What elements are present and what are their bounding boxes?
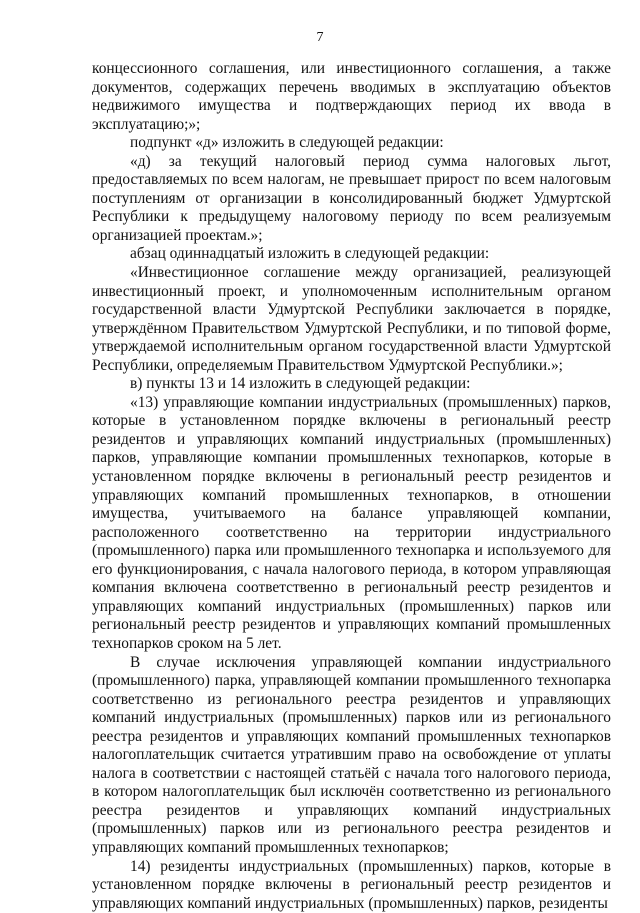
document-body bbox=[92, 60, 611, 913]
paragraph-subpoint-d-instruction: подпункт «д» изложить в следующей редакции: bbox=[130, 134, 444, 152]
paragraph-exclusion: В случае исключения управляющей компании индустриального (промышленного) парка, управляющей компании промышленного технопарка соответственно из регионального реестра резидентов и управляющих компаний индустриальных (промышленных) парков или из регионального реестра резидентов и управляющих компаний промышленных технопарков налогоплательщик считается утратившим право на освобождение от уплаты налога в соответствии с настоящей статьёй с начала того налогового периода, в котором налогоплательщик был исключён соответственно из регионального реестра резидентов и управляющих компаний индустриальных (промышленных) парков или из регионального реестра резидентов и управляющих компаний промышленных технопарков; bbox=[92, 653, 611, 856]
paragraph-subpoint-d-text: «д) за текущий налоговый период сумма налоговых льгот, предоставляемых по всем налогам, не превышает прирост по всем налоговым поступлениям от организации в консолидированный бюджет Удмуртской Республики к предыдущему налоговому периоду по всем реализуемым организацией проектам.»; bbox=[92, 152, 611, 244]
paragraph-abzac-11-text: «Инвестиционное соглашение между организацией, реализующей инвестиционный проект, и уполномоченным исполнительным органом государственной власти Удмуртской Республики заключается в порядке, утверждённом Правительством Удмуртской Республики, и по типовой форме, утверждаемой исполнительным органом государственной власти Удмуртской Республики, определяемым Правительством Удмуртской Республики.»; bbox=[92, 264, 611, 374]
paragraph-point-14: 14) резиденты индустриальных (промышленных) парков, которые в установленном порядке включены в региональный реестр резидентов и управляющих компаний индустриальных (промышленных) парков, резиденты bbox=[92, 857, 611, 912]
paragraph-points-13-14-instruction: в) пункты 13 и 14 изложить в следующей редакции: bbox=[130, 375, 471, 393]
page-number: 7 bbox=[316, 30, 324, 45]
paragraph-continuation: концессионного соглашения, или инвестиционного соглашения, а также документов, содержащих перечень вводимых в эксплуатацию объектов недвижимого имущества и подтверждающих период их ввода в эксплуатацию;»; bbox=[92, 60, 611, 133]
paragraph-point-13: «13) управляющие компании индустриальных (промышленных) парков, которые в установленном порядке включены в региональный реестр резидентов и управляющих компаний индустриальных (промышленных) парков, управляющие компании промышленных технопарков, которые в установленном порядке включены в региональный реестр резидентов и управляющих компаний промышленных технопарков, в отношении имущества, учитываемого на балансе управляющей компании, расположенного соответственно на территории индустриального (промышленного) парка или промышленного технопарка и используемого для его функционирования, с начала налогового периода, в котором управляющая компания включена соответственно в региональный реестр резидентов и управляющих компаний индустриальных (промышленных) парков или региональный реестр резидентов и управляющих компаний промышленных технопарков сроком на 5 лет. bbox=[92, 393, 611, 652]
paragraph-abzac-11-instruction: абзац одиннадцатый изложить в следующей редакции: bbox=[130, 245, 490, 263]
